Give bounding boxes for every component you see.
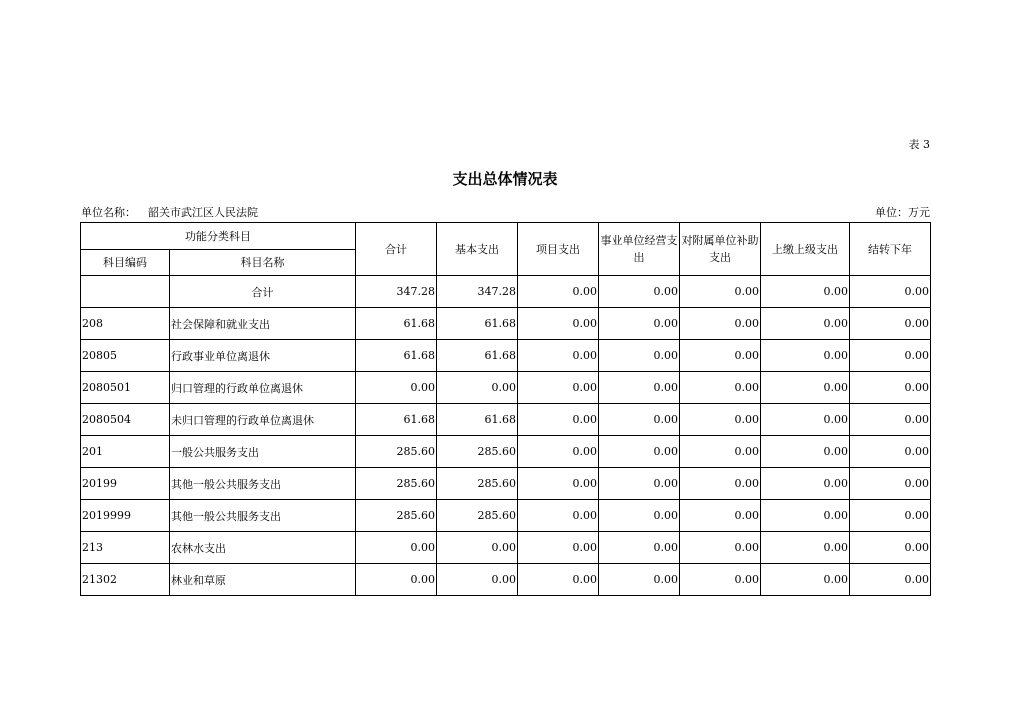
- cell-project: 0.00: [518, 468, 599, 500]
- page-title: 支出总体情况表: [452, 170, 558, 188]
- table-row: [81, 340, 931, 372]
- cell-business: 0.00: [599, 276, 680, 308]
- cell-business: 0.00: [599, 404, 680, 436]
- cell-business: 0.00: [599, 340, 680, 372]
- cell-subsidy: 0.00: [680, 404, 761, 436]
- expenditure-table: [80, 222, 931, 596]
- cell-code: 208: [81, 308, 170, 340]
- cell-carry: 0.00: [850, 500, 931, 532]
- cell-basic: 0.00: [437, 372, 518, 404]
- cell-name: 农林水支出: [170, 532, 356, 564]
- cell-project: 0.00: [518, 564, 599, 596]
- cell-subsidy: 0.00: [680, 436, 761, 468]
- cell-carry: 0.00: [850, 372, 931, 404]
- cell-name: 一般公共服务支出: [170, 436, 356, 468]
- cell-total: 347.28: [356, 276, 437, 308]
- cell-project: 0.00: [518, 276, 599, 308]
- cell-name: 合计: [170, 276, 356, 308]
- cell-carry: 0.00: [850, 276, 931, 308]
- cell-upper: 0.00: [761, 340, 850, 372]
- cell-code: 2019999: [81, 500, 170, 532]
- cell-total: 285.60: [356, 500, 437, 532]
- cell-carry: 0.00: [850, 436, 931, 468]
- cell-code: 213: [81, 532, 170, 564]
- currency-unit: 单位：万元: [875, 206, 930, 219]
- cell-project: 0.00: [518, 500, 599, 532]
- cell-code: 20805: [81, 340, 170, 372]
- cell-carry: 0.00: [850, 532, 931, 564]
- cell-name: 林业和草原: [170, 564, 356, 596]
- cell-basic: 347.28: [437, 276, 518, 308]
- cell-basic: 285.60: [437, 436, 518, 468]
- cell-upper: 0.00: [761, 404, 850, 436]
- cell-business: 0.00: [599, 500, 680, 532]
- cell-business: 0.00: [599, 308, 680, 340]
- cell-carry: 0.00: [850, 468, 931, 500]
- unit-name-label: 单位名称：: [81, 206, 136, 219]
- cell-total: 61.68: [356, 340, 437, 372]
- cell-business: 0.00: [599, 372, 680, 404]
- cell-subsidy: 0.00: [680, 372, 761, 404]
- table-row: [81, 308, 931, 340]
- table-number: 表 3: [908, 138, 930, 151]
- table-row: [81, 532, 931, 564]
- cell-basic: 61.68: [437, 308, 518, 340]
- cell-subsidy: 0.00: [680, 308, 761, 340]
- cell-code: 201: [81, 436, 170, 468]
- cell-business: 0.00: [599, 468, 680, 500]
- cell-carry: 0.00: [850, 564, 931, 596]
- unit-name-value: 韶关市武江区人民法院: [148, 206, 258, 219]
- cell-project: 0.00: [518, 532, 599, 564]
- cell-total: 285.60: [356, 468, 437, 500]
- cell-subsidy: 0.00: [680, 564, 761, 596]
- table-row: [81, 436, 931, 468]
- cell-project: 0.00: [518, 436, 599, 468]
- cell-basic: 61.68: [437, 340, 518, 372]
- cell-code: 2080501: [81, 372, 170, 404]
- cell-business: 0.00: [599, 436, 680, 468]
- cell-total: 0.00: [356, 372, 437, 404]
- cell-project: 0.00: [518, 372, 599, 404]
- cell-basic: 285.60: [437, 468, 518, 500]
- header-name: 科目名称: [170, 250, 356, 276]
- cell-upper: 0.00: [761, 532, 850, 564]
- cell-subsidy: 0.00: [680, 468, 761, 500]
- cell-total: 61.68: [356, 404, 437, 436]
- cell-code: 2080504: [81, 404, 170, 436]
- cell-code: [81, 276, 170, 308]
- cell-total: 0.00: [356, 532, 437, 564]
- cell-name: 行政事业单位离退休: [170, 340, 356, 372]
- cell-upper: 0.00: [761, 500, 850, 532]
- table-row: [81, 372, 931, 404]
- table-row: [81, 564, 931, 596]
- cell-code: 20199: [81, 468, 170, 500]
- cell-upper: 0.00: [761, 276, 850, 308]
- table-row: [81, 468, 931, 500]
- cell-upper: 0.00: [761, 564, 850, 596]
- header-upper: 上缴上级支出: [761, 223, 850, 276]
- cell-basic: 61.68: [437, 404, 518, 436]
- header-business: 事业单位经营支出: [599, 223, 680, 276]
- unit-name-line: [81, 204, 258, 220]
- cell-project: 0.00: [518, 340, 599, 372]
- cell-subsidy: 0.00: [680, 340, 761, 372]
- cell-carry: 0.00: [850, 308, 931, 340]
- cell-basic: 0.00: [437, 564, 518, 596]
- cell-total: 0.00: [356, 564, 437, 596]
- cell-name: 归口管理的行政单位离退休: [170, 372, 356, 404]
- cell-basic: 285.60: [437, 500, 518, 532]
- cell-business: 0.00: [599, 564, 680, 596]
- cell-upper: 0.00: [761, 372, 850, 404]
- header-subsidy: 对附属单位补助支出: [680, 223, 761, 276]
- cell-upper: 0.00: [761, 436, 850, 468]
- cell-total: 61.68: [356, 308, 437, 340]
- cell-business: 0.00: [599, 532, 680, 564]
- header-total: 合计: [356, 223, 437, 276]
- cell-subsidy: 0.00: [680, 500, 761, 532]
- header-basic: 基本支出: [437, 223, 518, 276]
- header-carry: 结转下年: [850, 223, 931, 276]
- cell-name: 未归口管理的行政单位离退休: [170, 404, 356, 436]
- table-row: [81, 500, 931, 532]
- cell-basic: 0.00: [437, 532, 518, 564]
- cell-subsidy: 0.00: [680, 532, 761, 564]
- cell-upper: 0.00: [761, 308, 850, 340]
- cell-code: 21302: [81, 564, 170, 596]
- cell-name: 社会保障和就业支出: [170, 308, 356, 340]
- header-code: 科目编码: [81, 250, 170, 276]
- cell-carry: 0.00: [850, 404, 931, 436]
- header-functional-classification: 功能分类科目: [81, 223, 356, 250]
- cell-carry: 0.00: [850, 340, 931, 372]
- cell-name: 其他一般公共服务支出: [170, 468, 356, 500]
- cell-project: 0.00: [518, 404, 599, 436]
- table-row-total: [81, 276, 931, 308]
- header-project: 项目支出: [518, 223, 599, 276]
- cell-subsidy: 0.00: [680, 276, 761, 308]
- table-row: [81, 404, 931, 436]
- cell-project: 0.00: [518, 308, 599, 340]
- cell-total: 285.60: [356, 436, 437, 468]
- cell-name: 其他一般公共服务支出: [170, 500, 356, 532]
- cell-upper: 0.00: [761, 468, 850, 500]
